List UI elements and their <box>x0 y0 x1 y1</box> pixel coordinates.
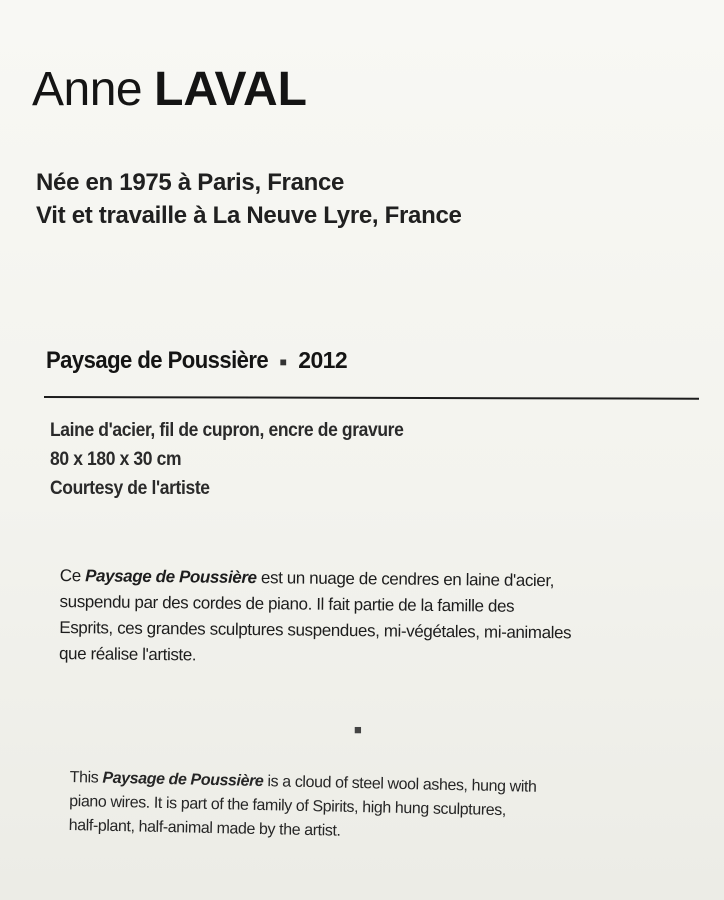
title-divider <box>44 396 699 400</box>
work-credit: Courtesy de l'artiste <box>50 478 210 499</box>
description-french-rest: est un nuage de cendres en laine d'acier, <box>256 568 555 591</box>
description-french <box>59 563 684 674</box>
work-details <box>50 416 434 503</box>
work-dimensions: 80 x 180 x 30 cm <box>50 449 182 470</box>
description-french-line: que réalise l'artiste. <box>58 643 197 665</box>
artist-first-name: Anne <box>32 63 143 116</box>
description-english <box>68 766 669 851</box>
artist-bio <box>36 166 462 232</box>
square-separator-icon: ■ <box>354 722 362 737</box>
work-title-row <box>46 346 347 376</box>
artist-residence: Vit et travaille à La Neuve Lyre, France <box>36 202 462 229</box>
artist-last-name: LAVAL <box>154 63 307 116</box>
artist-birth: Née en 1975 à Paris, France <box>36 169 345 196</box>
description-french-prefix: Ce <box>59 565 86 586</box>
description-english-title: Paysage de Poussière <box>102 769 264 791</box>
description-french-title: Paysage de Poussière <box>85 566 257 588</box>
description-english-prefix: This <box>69 768 103 787</box>
description-french-line: Esprits, ces grandes sculptures suspendues, mi-végétales, mi-animales <box>59 617 572 643</box>
square-bullet-icon: ■ <box>279 354 287 369</box>
description-english-line: half-plant, half-animal made by the artist. <box>68 816 341 840</box>
description-english-rest: is a cloud of steel wool ashes, hung with <box>263 773 537 796</box>
description-french-line: suspendu par des cordes de piano. Il fait partie de la famille des <box>59 591 515 616</box>
work-title: Paysage de Poussière <box>46 347 269 374</box>
description-english-line: piano wires. It is part of the family of Spirits, high hung sculptures, <box>69 792 507 820</box>
work-materials: Laine d'acier, fil de cupron, encre de gravure <box>50 420 404 441</box>
artist-name <box>32 63 307 116</box>
work-year: 2012 <box>298 347 348 373</box>
